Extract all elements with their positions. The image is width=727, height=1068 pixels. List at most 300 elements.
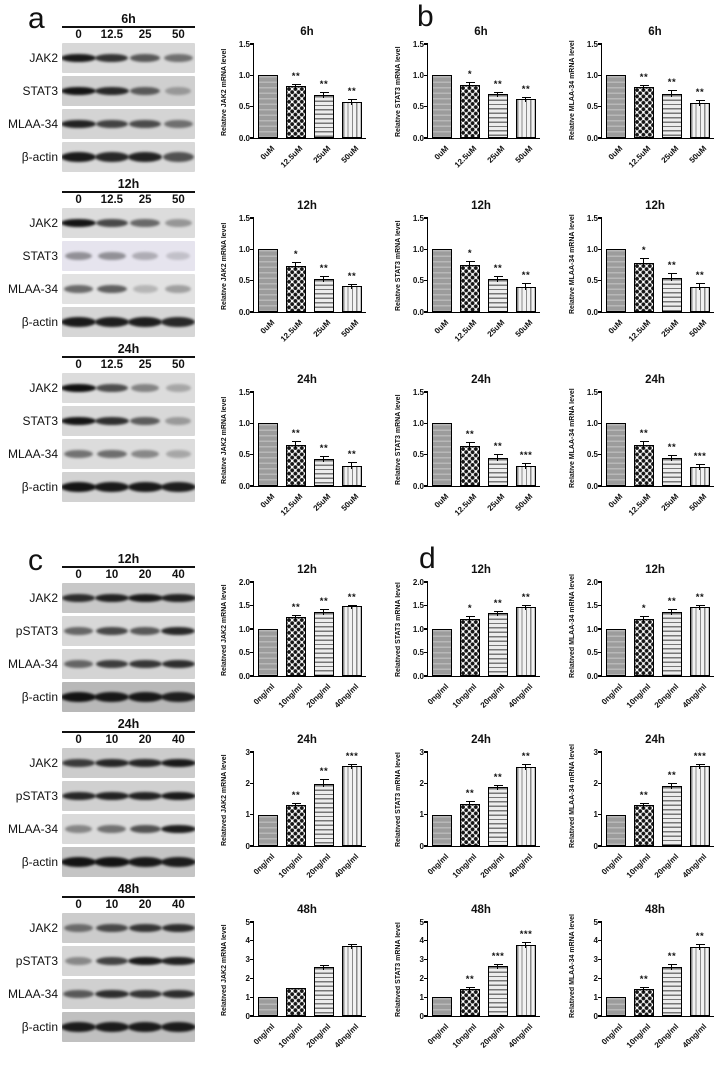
bar-chart [205,188,379,362]
y-axis-label: Relative JAK2 mRNA level [221,222,228,310]
bar [662,967,682,1016]
time-header [62,12,195,28]
error-bar [348,764,357,769]
blot-band [161,957,195,965]
lane-label: 12.5 [100,359,124,371]
x-tick-label: 50uM [513,318,535,339]
bar [286,266,306,312]
y-tick-mark [250,280,255,281]
bar-chart [205,722,379,892]
blot-strip [62,682,195,712]
bar [634,445,654,486]
y-tick-label: 1.5 [412,39,424,49]
chart-title: 6h [300,26,314,38]
y-tick-label: 1.0 [412,70,424,80]
chart-title: 12h [297,200,317,212]
chart-title: 24h [471,734,491,746]
y-axis-label: Relatived MLAA-34 mRNA level [569,574,576,678]
error-bar [466,442,475,449]
y-axis-label: Relative STAT3 mRNA level [395,220,402,312]
y-tick-label: 2 [419,778,424,788]
blot-band [166,450,192,458]
blot-band [128,692,163,702]
chart-title: 48h [645,904,665,916]
y-tick-mark [598,280,603,281]
blot-row [0,847,205,877]
y-axis-label: Relative JAK2 mRNA level [221,48,228,136]
bar [342,102,362,138]
error-bar [292,615,301,620]
y-tick-mark [250,652,255,653]
bar [662,612,682,676]
bar-chart [553,892,727,1062]
bar [634,87,654,138]
lane-label: 25 [138,194,152,206]
blot-band [96,924,128,932]
bar [488,458,508,486]
protein-label: MLAA-34 [7,117,58,131]
protein-label: MLAA-34 [7,447,58,461]
y-tick-label: 0.5 [412,450,424,460]
panel-letter-a: a [28,2,45,35]
bar-chart [205,362,379,536]
x-tick-label: 20ng/ml [478,682,507,710]
x-tick-label: 40ng/ml [332,682,361,710]
error-bar [292,84,301,89]
blot-band [64,627,94,635]
y-tick-mark [424,675,429,676]
lane-label: 0 [75,734,82,746]
x-tick-label: 20ng/ml [478,852,507,880]
plot-area [412,387,540,518]
error-bar [696,764,705,770]
y-tick-label: 0.0 [586,307,598,317]
significance-stars: ** [291,602,301,614]
y-tick-mark [250,921,255,922]
significance-stars: ** [319,262,329,274]
x-tick-label: 25uM [485,144,507,165]
y-tick-label: 3 [419,747,424,757]
blot-band [161,692,195,702]
x-tick-label: 40ng/ml [332,1022,361,1050]
y-tick-label: 0.0 [238,133,250,143]
error-bar [668,609,677,614]
y-tick-mark [598,217,603,218]
x-tick-label: 0uM [258,318,277,336]
x-tick-label: 10ng/ml [276,852,305,880]
error-bar [640,441,649,448]
bar [432,629,452,676]
y-tick-mark [598,959,603,960]
blot-row [0,913,205,943]
significance-stars: *** [491,950,505,962]
significance-stars: ** [667,951,677,963]
bar [258,249,278,312]
plot-area [245,917,366,1050]
bar [460,446,480,486]
error-bar [494,276,503,282]
time-header [62,552,195,568]
x-tick-label: 0uM [606,492,625,510]
y-tick-label: 0.5 [586,102,598,112]
plot-area [586,39,714,170]
blot-band [97,825,126,833]
blot-row [0,472,205,502]
error-bar [494,454,503,461]
protein-label: JAK2 [29,216,58,230]
y-tick-mark [598,997,603,998]
y-tick-mark [250,249,255,250]
plot-area [419,747,540,880]
significance-stars: ** [695,931,705,943]
y-tick-mark [598,751,603,752]
error-bar [348,462,357,469]
blot-band [65,825,93,833]
x-tick-label: 20ng/ml [652,682,681,710]
y-tick-mark [598,605,603,606]
blot-strip [62,208,195,238]
blot-band [128,792,162,800]
bar [342,286,362,312]
y-tick-mark [250,675,255,676]
bar [488,966,508,1016]
panel-letter-c: c [28,544,43,577]
y-tick-mark [424,751,429,752]
panel-letter-b: b [417,0,434,33]
y-tick-label: 0.5 [586,276,598,286]
bar [606,249,626,312]
y-tick-mark [424,280,429,281]
bar-chart [205,892,379,1062]
significance-stars: ** [319,78,329,90]
x-tick-label: 20ng/ml [304,1022,333,1050]
significance-stars: ** [639,973,649,985]
significance-stars: ** [521,270,531,282]
x-tick-label: 12.5uM [626,318,653,344]
blot-band [62,417,96,425]
y-tick-label: 1.0 [412,418,424,428]
bar [286,86,306,138]
error-bar [696,605,705,610]
chart-title: 12h [471,564,491,576]
panel-d-chart-grid [205,552,727,1062]
y-tick-label: 3 [245,955,250,965]
significance-stars: ** [639,427,649,439]
x-tick-label: 25uM [485,492,507,513]
x-tick-label: 40ng/ml [506,852,535,880]
error-bar [292,441,301,449]
protein-label: MLAA-34 [7,822,58,836]
plot-area [586,213,714,344]
y-tick-mark [250,997,255,998]
blot-band [162,924,195,932]
y-tick-label: 0.0 [238,307,250,317]
x-tick-label: 0ng/ml [425,1022,451,1047]
y-tick-label: 0.0 [586,133,598,143]
x-tick-label: 25uM [659,492,681,513]
plot-area [593,917,714,1050]
blot-band [161,317,195,327]
lane-labels [62,733,195,748]
y-tick-mark [424,137,429,138]
blot-band [165,87,191,95]
error-bar [348,944,357,950]
chart-title: 24h [645,374,665,386]
chart-title: 12h [645,200,665,212]
protein-label: β-actin [21,480,58,494]
error-bar [292,262,301,269]
blot-band [161,1022,195,1032]
y-tick-label: 0 [419,1011,424,1021]
y-tick-mark [598,391,603,392]
x-tick-label: 0ng/ml [251,682,277,707]
y-tick-label: 0 [245,841,250,851]
blot-band [95,1022,130,1032]
x-tick-label: 12.5uM [452,144,479,170]
significance-stars: ** [521,84,531,96]
lane-label: 0 [75,899,82,911]
significance-stars: * [641,602,647,614]
y-axis-label: Relative MLAA-34 mRNA level [569,388,576,488]
error-bar [348,605,357,610]
error-bar [494,92,503,97]
y-tick-label: 0.5 [412,648,424,657]
y-tick-mark [598,249,603,250]
bar-chart [379,892,553,1062]
significance-stars: * [467,603,473,615]
protein-label: STAT3 [22,249,58,263]
lane-label: 50 [171,359,185,371]
chart-title: 6h [474,26,488,38]
blot-strip [62,109,195,139]
x-tick-label: 10ng/ml [450,1022,479,1050]
bar [662,278,682,312]
significance-stars: ** [639,72,649,83]
error-bar [696,944,705,950]
y-tick-label: 2 [593,973,598,983]
y-tick-label: 5 [245,917,250,927]
x-tick-label: 0uM [258,144,277,162]
protein-label: MLAA-34 [7,282,58,296]
significance-stars: ** [291,790,301,802]
blot-strip [62,748,195,778]
x-tick-label: 0ng/ml [425,682,451,707]
blot-row [0,946,205,976]
time-label: 12h [117,552,140,566]
blot-band [128,1022,163,1032]
plot-area [419,917,540,1050]
blot-band [96,627,128,635]
lane-label: 0 [75,359,82,371]
bar-chart [553,188,727,362]
y-tick-label: 1.0 [238,70,250,80]
chart-title: 48h [297,904,317,916]
y-tick-label: 2 [245,778,250,788]
protein-label: JAK2 [29,51,58,65]
y-tick-mark [598,581,603,582]
y-tick-label: 2 [245,973,250,983]
plot-area [238,387,366,518]
x-tick-label: 40ng/ml [680,1022,709,1050]
significance-stars: * [641,245,647,257]
x-tick-label: 50uM [339,492,361,513]
error-bar [494,964,503,969]
blot-band [129,660,162,668]
x-tick-label: 25uM [311,492,333,513]
bar-chart [379,722,553,892]
blot-band [63,990,93,998]
y-tick-label: 0 [593,841,598,851]
bar [432,423,452,486]
significance-stars: ** [493,771,503,783]
y-axis-label: Relatived JAK2 mRNA level [221,584,228,676]
plot-area [238,213,366,344]
y-tick-label: 0 [593,1011,598,1021]
y-tick-label: 2 [593,778,598,788]
protein-label: β-actin [21,855,58,869]
y-tick-label: 3 [593,955,598,965]
error-bar [640,85,649,90]
chart-title: 24h [471,374,491,386]
lane-label: 20 [138,569,152,581]
blot-band [95,759,129,767]
significance-stars: ** [291,71,301,83]
blot-band [62,317,96,327]
blot-strip [62,1012,195,1042]
y-tick-label: 1.5 [238,213,250,223]
bar [314,967,334,1016]
y-tick-label: 0.0 [586,481,598,491]
y-tick-mark [598,75,603,76]
y-tick-label: 0.0 [412,481,424,491]
blot-band [133,285,158,293]
y-tick-label: 2.0 [412,577,424,587]
time-label: 6h [121,12,136,26]
protein-label: β-actin [21,315,58,329]
blot-band [161,627,195,635]
bar [516,466,536,486]
x-tick-label: 10ng/ml [450,682,479,710]
blot-band [62,87,96,95]
bar [432,815,452,846]
bar [516,945,536,1016]
significance-stars: * [467,247,473,259]
y-tick-mark [250,391,255,392]
plot-area [238,577,366,710]
blot-band [162,660,195,668]
error-bar [696,100,705,106]
y-tick-mark [598,978,603,979]
x-tick-label: 25uM [485,318,507,339]
x-tick-label: 40ng/ml [332,852,361,880]
x-tick-label: 0uM [432,144,451,162]
blot-band [128,317,163,327]
blot-band [65,252,92,260]
blot-strip [62,814,195,844]
time-header [62,882,195,898]
blot-row [0,979,205,1009]
error-bar [466,616,475,622]
significance-stars: ** [319,766,329,778]
bar-chart [379,14,553,188]
blot-strip [62,76,195,106]
bar [286,988,306,1016]
error-bar [522,283,531,290]
lane-label: 10 [105,734,119,746]
bar [286,445,306,486]
panel-c [0,540,205,1068]
error-bar [640,258,649,265]
error-bar [466,82,475,88]
error-bar [668,783,677,790]
x-tick-label: 25uM [311,144,333,165]
blot-strip [62,979,195,1009]
y-tick-mark [250,137,255,138]
y-tick-mark [250,783,255,784]
protein-label: JAK2 [29,591,58,605]
y-tick-label: 0 [419,841,424,851]
y-tick-label: 0.5 [238,276,250,286]
y-axis-label: Relative STAT3 mRNA level [395,46,402,138]
blot-band [165,219,192,227]
y-tick-label: 1.0 [238,418,250,428]
blot-row [0,616,205,646]
protein-label: pSTAT3 [15,624,58,638]
lane-labels [62,358,195,373]
bar-chart [205,552,379,722]
y-tick-mark [598,814,603,815]
blot-strip [62,439,195,469]
y-axis-label: Relative STAT3 mRNA level [395,394,402,486]
protein-label: JAK2 [29,921,58,935]
y-tick-label: 1.0 [238,624,250,634]
x-tick-label: 25uM [659,144,681,165]
lane-label: 0 [75,569,82,581]
lane-label: 25 [138,29,152,41]
panel-a-blots [0,12,205,502]
lane-label: 12.5 [100,29,124,41]
y-tick-label: 1.5 [238,39,250,49]
chart-title: 24h [297,374,317,386]
error-bar [320,276,329,282]
protein-label: pSTAT3 [15,789,58,803]
y-tick-mark [424,978,429,979]
error-bar [494,611,503,616]
significance-stars: ** [667,77,677,89]
significance-stars: ** [695,87,705,99]
significance-stars: *** [693,451,707,463]
y-tick-label: 0.5 [412,102,424,112]
y-tick-label: 1 [593,810,598,820]
blot-band [62,692,96,702]
blot-row [0,406,205,436]
y-tick-label: 0.0 [412,133,424,143]
blot-row [0,274,205,304]
bar [690,103,710,138]
bar [516,607,536,676]
y-tick-mark [424,959,429,960]
y-tick-label: 1 [419,810,424,820]
blot-band [161,482,195,492]
y-tick-mark [598,675,603,676]
y-tick-mark [424,391,429,392]
panel-a [0,0,205,540]
significance-stars: ** [347,270,357,282]
bar [258,75,278,138]
protein-label: MLAA-34 [7,987,58,1001]
bar-chart [205,14,379,188]
blot-band [62,792,96,800]
